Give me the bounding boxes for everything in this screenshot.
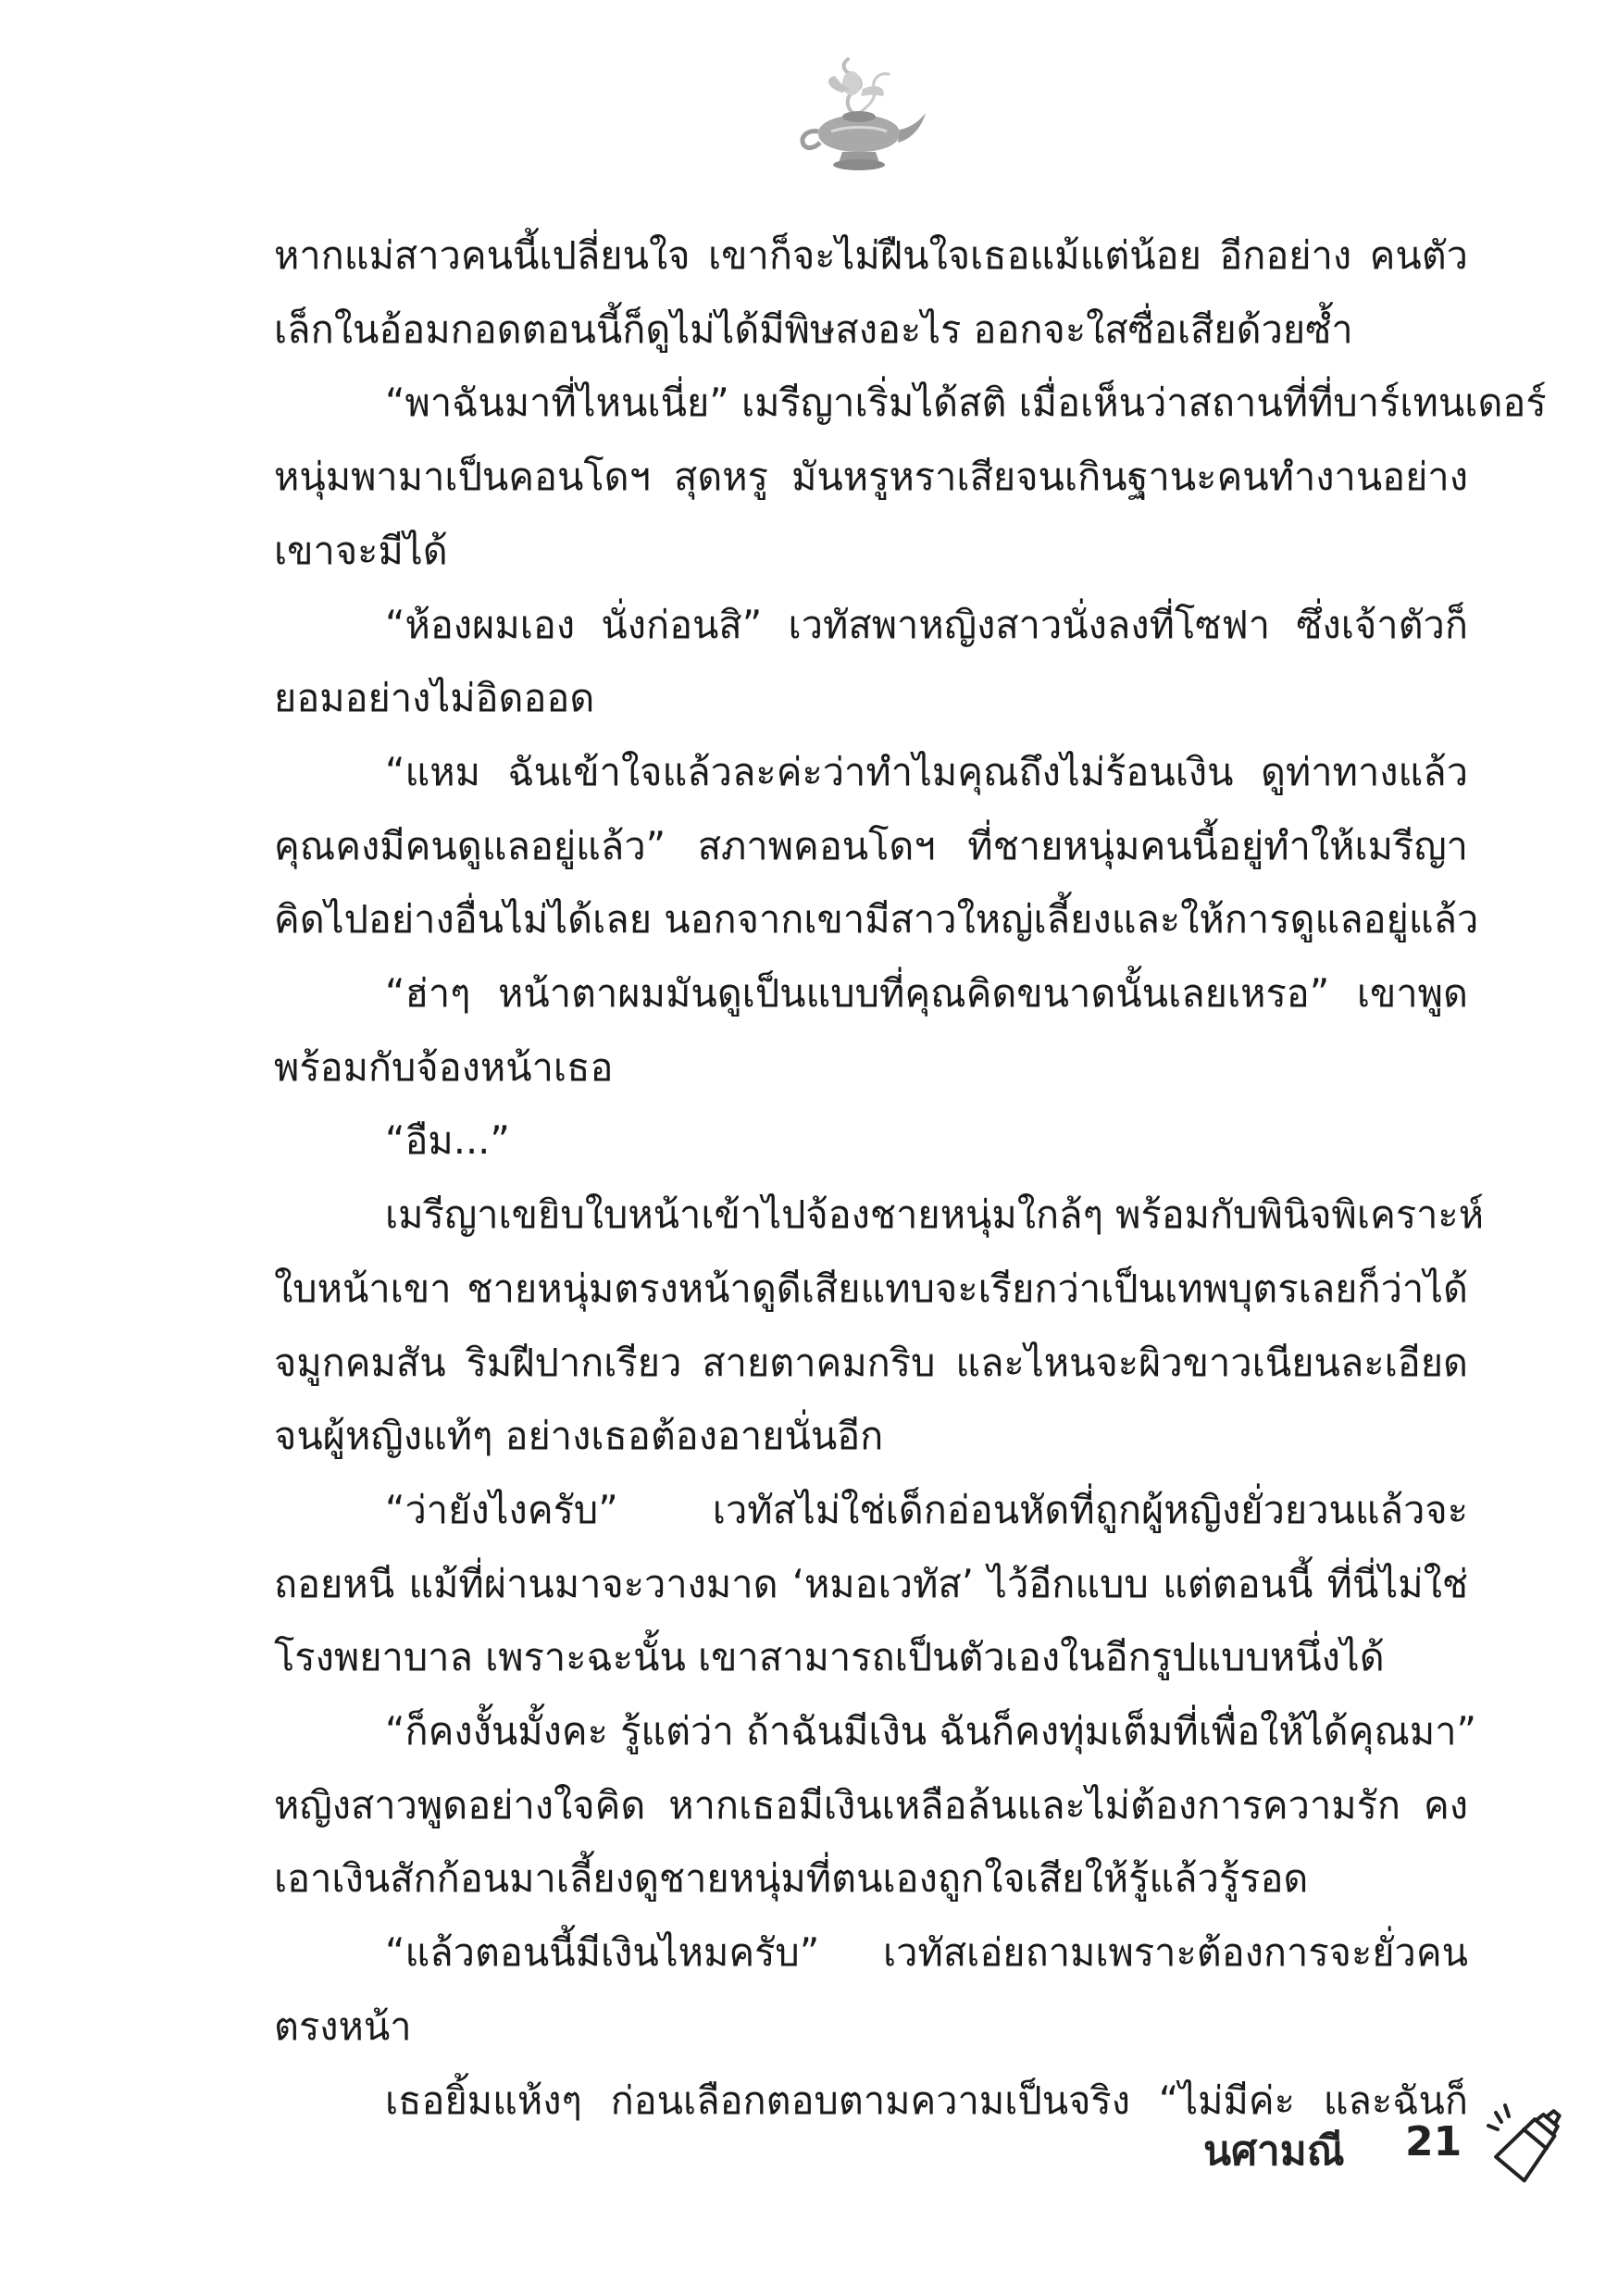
text-line: “ก็คงงั้นมั้งคะ รู้แต่ว่า ถ้าฉันมีเงิน ฉันก็คงทุ่มเต็มที่เพื่อให้ได้คุณมา” [385, 1708, 1477, 1754]
text-line: “แหม ฉันเข้าใจแล้วละค่ะว่าทำไมคุณถึงไม่ร้อนเงิน ดูท่าทางแล้ว [385, 748, 1468, 794]
text-line: “พาฉันมาที่ไหนเนี่ย” เมรีญาเริ่มได้สติ เมื่อเห็นว่าสถานที่ที่บาร์เทนเดอร์ [385, 380, 1547, 426]
paragraph [274, 1915, 1468, 2063]
paragraph [274, 1178, 1485, 1473]
text-line: หนุ่มพามาเป็นคอนโดฯ สุดหรู มันหรูหราเสียจนเกินฐานะคนทำงานอย่าง [274, 454, 1468, 500]
paragraph [274, 1694, 1477, 1915]
text-line: จนผู้หญิงแท้ๆ อย่างเธอต้องอายนั่นอีก [274, 1413, 884, 1459]
author-name: นศามณี [1203, 2128, 1345, 2175]
text-line: เล็กในอ้อมกอดตอนนี้ก็ดูไม่ได้มีพิษสงอะไร ออกจะใสซื่อเสียด้วยซ้ำ [274, 306, 1353, 352]
text-line: พร้อมกับจ้องหน้าเธอ [274, 1043, 614, 1090]
text-line: เอาเงินสักก้อนมาเลี้ยงดูชายหนุ่มที่ตนเองถูกใจเสียให้รู้แล้วรู้รอด [274, 1855, 1309, 1902]
paragraph [274, 735, 1479, 956]
page-footer [1157, 2092, 1574, 2194]
text-line: “ฮ่าๆ หน้าตาผมมันดูเป็นแบบที่คุณคิดขนาดนั้นเลยเหรอ” เขาพูด [385, 970, 1468, 1017]
paragraph [274, 588, 1468, 735]
text-line: โรงพยาบาล เพราะฉะนั้น เขาสามารถเป็นตัวเองในอีกรูปแบบหนึ่งได้ [274, 1634, 1385, 1680]
body-text [274, 218, 1547, 2137]
text-line: “ว่ายังไงครับ” เวทัสไม่ใช่เด็กอ่อนหัดที่ถูกผู้หญิงยั่วยวนแล้วจะ [385, 1486, 1468, 1532]
page-number: 21 [1405, 2118, 1462, 2165]
text-line: ยอมอย่างไม่อิดออด [274, 675, 595, 721]
paragraph [274, 1473, 1468, 1694]
text-line: “ห้องผมเอง นั่งก่อนสิ” เวทัสพาหญิงสาวนั่งลงที่โซฟา ซึ่งเจ้าตัวก็ [385, 601, 1468, 647]
text-line: ถอยหนี แม้ที่ผ่านมาจะวางมาด ‘หมอเวทัส’ ไว้อีกแบบ แต่ตอนนี้ ที่นี่ไม่ใช่ [274, 1560, 1468, 1606]
text-line: หากแม่สาวคนนี้เปลี่ยนใจ เขาก็จะไม่ฝืนใจเธอแม้แต่น้อย อีกอย่าง คนตัว [274, 232, 1468, 278]
text-line: เขาจะมีได้ [274, 527, 448, 573]
text-line: จมูกคมสัน ริมฝีปากเรียว สายตาคมกริบ และไหนจะผิวขาวเนียนละเอียด [274, 1339, 1468, 1385]
paragraph [274, 366, 1547, 587]
text-line: ตรงหน้า [274, 2003, 412, 2049]
text-line: ใบหน้าเขา ชายหนุ่มตรงหน้าดูดีเสียแทบจะเรียกว่าเป็นเทพบุตรเลยก็ว่าได้ [274, 1265, 1468, 1311]
text-line: คุณคงมีคนดูแลอยู่แล้ว” สภาพคอนโดฯ ที่ชายหนุ่มคนนี้อยู่ทำให้เมรีญา [274, 822, 1468, 868]
text-line: คิดไปอย่างอื่นไม่ได้เลย นอกจากเขามีสาวใหญ่เลี้ยงและให้การดูแลอยู่แล้ว [274, 896, 1479, 942]
text-line: “แล้วตอนนี้มีเงินไหมครับ” เวทัสเอ่ยถามเพราะต้องการจะยั่วคน [385, 1929, 1468, 1976]
text-line: “อืม...” [385, 1117, 510, 1164]
text-line: เมรีญาเขยิบใบหน้าเข้าไปจ้องชายหนุ่มใกล้ๆ พร้อมกับพินิจพิเคราะห์ [385, 1192, 1485, 1238]
paragraph [274, 1104, 1468, 1178]
text-line: หญิงสาวพูดอย่างใจคิด หากเธอมีเงินเหลือล้นและไม่ต้องการความรัก คง [274, 1781, 1468, 1828]
magic-lamp-fairy-icon [790, 56, 927, 176]
paragraph [274, 218, 1468, 366]
cocktail-shaker-icon [1483, 2094, 1575, 2187]
text-line: เธอยิ้มแห้งๆ ก่อนเลือกตอบตามความเป็นจริง “ไม่มีค่ะ และฉันก็ [385, 2077, 1468, 2123]
paragraph [274, 956, 1468, 1104]
